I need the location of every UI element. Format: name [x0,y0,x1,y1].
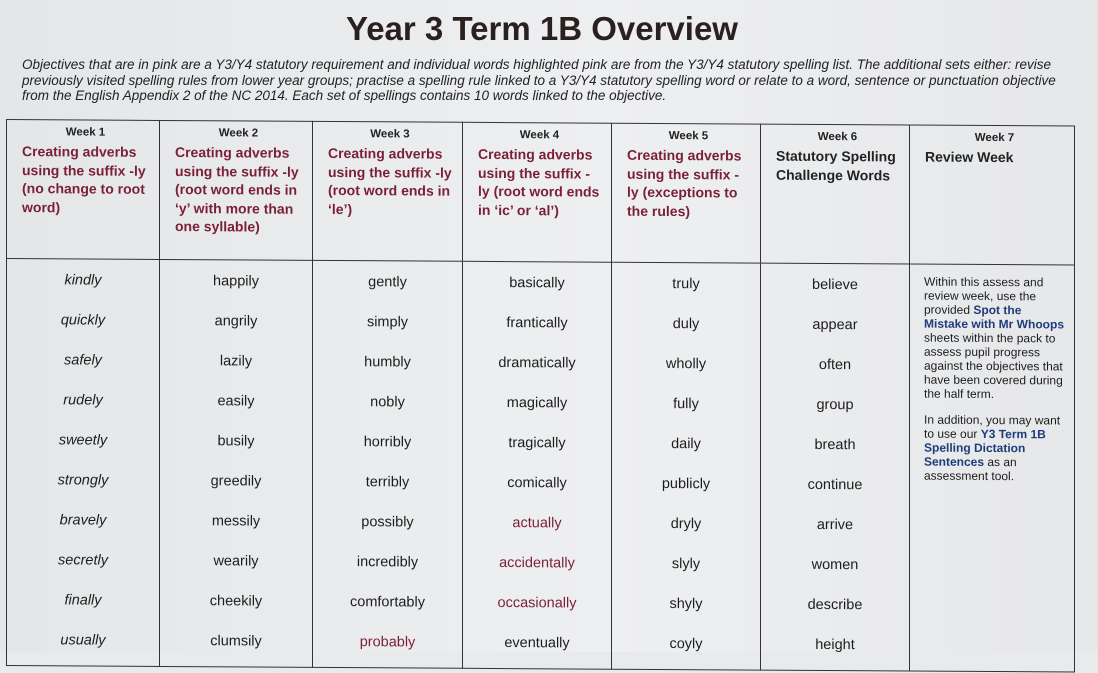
word-list [463,261,612,669]
word-list [160,259,313,667]
spelling-word: easily [217,393,255,410]
intro-paragraph: Objectives that are in pink are a Y3/Y4 statutory requirement and individual words highlighted pink are from the Y3/Y4 statutory spelling list. The additional sets either: revise previously visited spelling rules from lower year groups; practise a spelling rule linked to a Y3/Y4 statutory spelling word or relate to a word, sentence or punctuation objective from the English Appendix 2 of the NC 2014. Each set of spellings contains 10 words linked to the objective. [22,57,1056,103]
week-label: Week 1 [65,126,106,139]
spellings-row [7,259,1075,673]
week-header [761,124,910,264]
spelling-word: comically [507,475,567,492]
spelling-word: safely [64,352,102,369]
spelling-word: secretly [58,552,108,569]
spelling-word: eventually [504,635,570,652]
spelling-word: greedily [210,473,262,490]
spelling-word: accidentally [499,555,575,572]
week-objective: Statutory Spelling Challenge Words [776,147,896,183]
spelling-word: height [815,636,855,654]
header-row [7,120,1075,266]
spelling-word: gently [368,274,407,291]
spelling-word: happily [213,273,259,290]
spelling-word: kindly [64,272,102,289]
spelling-word: breath [814,436,856,454]
spelling-word: duly [672,316,700,333]
spelling-word: finally [64,592,102,609]
spelling-word: angrily [214,313,258,330]
spelling-word: women [811,556,859,574]
review-text: Within this assess and review week, use the provided [924,274,1044,317]
spelling-word: terribly [365,474,410,491]
spelling-word: publicly [661,476,711,493]
spelling-word: frantically [506,315,568,332]
resource-link: Y3 Term 1B Spelling Dictation Sentences [924,426,1046,469]
spelling-word: incredibly [356,554,419,571]
week-label: Week 4 [519,129,560,142]
week-objective: Creating adverbs using the suffix -ly (no change to root word) [22,143,146,215]
spelling-word: daily [671,436,701,453]
spelling-word: often [818,356,852,374]
week-header [313,121,463,261]
spelling-word: believe [812,276,858,294]
spelling-word: strongly [57,472,109,489]
spelling-word: arrive [816,516,854,534]
spelling-word: describe [807,596,863,614]
spelling-word: shyly [669,596,703,613]
spelling-word: bravely [59,512,107,529]
week-objective: Creating adverbs using the suffix -ly (root word ends in ‘y’ with more than one syllable) [175,144,299,235]
spelling-word: occasionally [497,595,577,612]
week-label: Week 7 [974,131,1015,145]
spelling-word: horribly [363,434,412,451]
word-list [313,260,463,668]
spelling-word: probably [359,634,416,651]
week-objective: Review Week [925,148,1014,166]
review-text: In addition, you may want to use our [924,412,1061,441]
page-title: Year 3 Term 1B Overview [346,10,738,47]
spelling-word: rudely [63,392,103,409]
week-header [160,120,313,260]
spelling-word: continue [807,476,863,494]
spelling-word: actually [512,515,562,532]
week-header [7,120,160,260]
spelling-word: coyly [669,636,703,653]
spelling-word: appear [812,316,858,334]
week-label: Week 6 [817,130,858,144]
spelling-word: tragically [508,435,566,452]
week-header [612,123,761,263]
spelling-word: dramatically [498,355,576,372]
word-list [761,263,910,671]
spelling-word: slyly [671,556,701,573]
review-paragraph [924,275,1068,402]
review-text: sheets within the pack to assess pupil progress against the objectives that have been covered during the half term. [924,330,1063,402]
spelling-word: busily [217,433,255,450]
week-objective: Creating adverbs using the suffix -ly (exceptions to the rules) [627,146,742,219]
review-text: as an assessment tool. [924,454,1017,484]
word-list [7,259,160,667]
spelling-word: simply [366,314,409,331]
spelling-word: nobly [370,394,405,411]
spelling-word: wearily [213,553,259,570]
review-notes [910,264,1075,672]
spelling-word: fully [673,396,699,413]
week-header [463,122,612,262]
week-label: Week 5 [668,130,709,143]
spelling-word: wholly [665,356,707,373]
spelling-word: truly [672,276,700,293]
overview-table [6,119,1075,673]
week-objective: Creating adverbs using the suffix -ly (root word ends in ‘ic’ or ‘al’) [478,145,600,218]
spelling-word: magically [506,395,568,412]
spelling-word: comfortably [350,594,425,611]
spelling-word: cheekily [209,593,263,610]
spelling-word: group [816,396,854,414]
spelling-word: quickly [60,312,106,329]
week-label: Week 2 [218,127,259,140]
review-paragraph [924,413,1068,484]
spelling-word: messily [211,513,261,530]
week-objective: Creating adverbs using the suffix -ly (root word ends in ‘le’) [328,144,452,217]
spelling-word: humbly [364,354,411,371]
week-header [910,125,1075,265]
spelling-word: possibly [361,514,414,531]
spelling-word: basically [509,275,565,292]
spelling-word: usually [60,632,106,649]
resource-link: Spot the Mistake with Mr Whoops [924,302,1065,332]
spelling-word: lazily [219,353,253,370]
word-list [612,262,761,670]
spelling-word: sweetly [58,432,108,449]
week-label: Week 3 [370,128,410,141]
spelling-word: dryly [670,516,702,533]
spelling-word: clumsily [210,633,262,650]
